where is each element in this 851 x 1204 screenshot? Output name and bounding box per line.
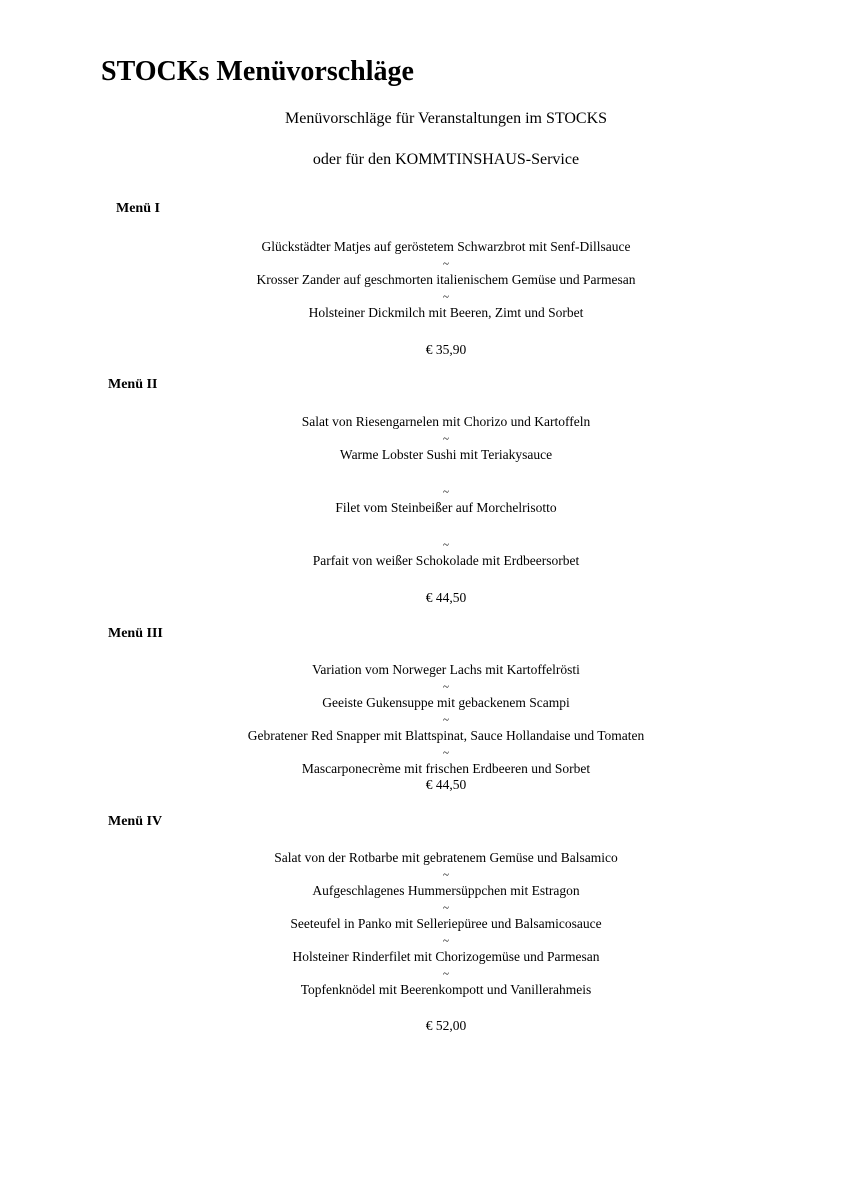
menu-2-course-4: Parfait von weißer Schokolade mit Erdbeersorbet <box>312 553 580 568</box>
menu-1-course-2: Krosser Zander auf geschmorten italienischem Gemüse und Parmesan <box>256 272 636 287</box>
menu-1-price: € 35,90 <box>425 342 467 357</box>
menu-2-label: Menü II <box>108 377 158 392</box>
menu-3-course-1: Variation vom Norweger Lachs mit Kartoffelrösti <box>312 662 580 677</box>
menu-4-course-2: Aufgeschlagenes Hummersüppchen mit Estragon <box>312 883 580 898</box>
menu-3-label: Menü III <box>108 626 163 641</box>
page-title: STOCKs Menüvorschläge <box>101 56 414 87</box>
menu-4-course-4: Holsteiner Rinderfilet mit Chorizogemüse und Parmesan <box>292 949 600 964</box>
menu-3-price: € 44,50 <box>425 777 467 792</box>
menu-1-course-1: Glückstädter Matjes auf geröstetem Schwarzbrot mit Senf-Dillsauce <box>261 239 631 254</box>
menu-3-course-3: Gebratener Red Snapper mit Blattspinat, Sauce Hollandaise und Tomaten <box>247 728 645 743</box>
menu-1-course-3: Holsteiner Dickmilch mit Beeren, Zimt und Sorbet <box>308 305 584 320</box>
menu-3-course-2: Geeiste Gukensuppe mit gebackenem Scampi <box>322 695 570 710</box>
menu-4-course-1: Salat von der Rotbarbe mit gebratenem Gemüse und Balsamico <box>274 850 618 865</box>
course-separator: ~ <box>443 258 449 270</box>
menu-2-price: € 44,50 <box>425 590 467 605</box>
course-separator: ~ <box>443 968 449 980</box>
course-separator: ~ <box>443 869 449 881</box>
menu-4-course-5: Topfenknödel mit Beerenkompott und Vanillerahmeis <box>300 982 592 997</box>
course-separator: ~ <box>443 539 449 551</box>
menu-2-course-2: Warme Lobster Sushi mit Teriakysauce <box>339 447 553 462</box>
course-separator: ~ <box>443 714 449 726</box>
menu-3-course-4: Mascarponecrème mit frischen Erdbeeren und Sorbet <box>301 761 591 776</box>
menu-2-course-3: Filet vom Steinbeißer auf Morchelrisotto <box>335 500 557 515</box>
menu-4-label: Menü IV <box>108 814 163 829</box>
course-separator: ~ <box>443 433 449 445</box>
subtitle-service: oder für den KOMMTINSHAUS-Service <box>312 151 580 168</box>
menu-2-course-1: Salat von Riesengarnelen mit Chorizo und Kartoffeln <box>301 414 591 429</box>
course-separator: ~ <box>443 486 449 498</box>
menu-1-label: Menü I <box>116 201 160 216</box>
course-separator: ~ <box>443 291 449 303</box>
course-separator: ~ <box>443 935 449 947</box>
course-separator: ~ <box>443 902 449 914</box>
subtitle-events: Menüvorschläge für Veranstaltungen im STOCKS <box>284 110 608 127</box>
menu-4-course-3: Seeteufel in Panko mit Selleriepüree und Balsamicosauce <box>290 916 602 931</box>
menu-4-price: € 52,00 <box>425 1018 467 1033</box>
course-separator: ~ <box>443 681 449 693</box>
course-separator: ~ <box>443 747 449 759</box>
